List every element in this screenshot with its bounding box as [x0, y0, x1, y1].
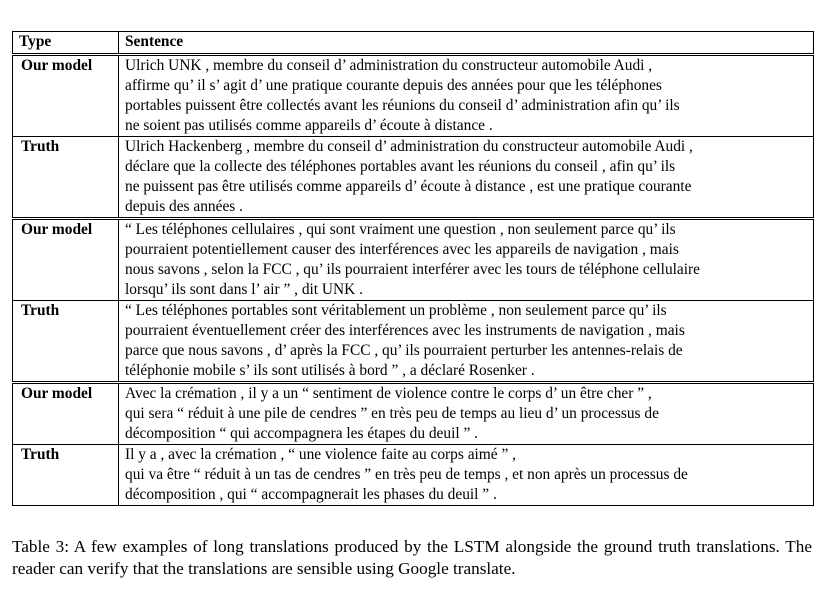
sentence-line: “ Les téléphones cellulaires , qui sont vraiment une question , non seulement parce qu’ ils: [125, 221, 676, 238]
sentence-line: affirme qu’ il s’ agit d’ une pratique courante depuis des années pour que les téléphones: [125, 77, 662, 94]
table-row: [13, 219, 814, 301]
table-row: [13, 301, 814, 383]
row-sentence: [119, 383, 814, 445]
sentence-line: ne puissent pas être utilisés comme appareils d’ écoute à distance , est une pratique courante: [125, 178, 692, 195]
translation-table: [12, 31, 814, 506]
row-sentence: [119, 445, 814, 506]
sentence-line: décomposition , qui “ accompagnerait les phases du deuil ” .: [125, 486, 497, 503]
row-sentence: [119, 219, 814, 301]
row-sentence: [119, 55, 814, 137]
row-sentence: [119, 137, 814, 219]
row-sentence: [119, 301, 814, 383]
table-row: [13, 137, 814, 219]
table-row: [13, 445, 814, 506]
sentence-line: décomposition “ qui accompagnera les étapes du deuil ” .: [125, 425, 479, 442]
example-group: [13, 219, 814, 383]
table-row: [13, 55, 814, 137]
row-type: Truth: [13, 301, 119, 383]
sentence-line: pourraient potentiellement causer des interférences avec les appareils de navigation , mais: [125, 241, 679, 258]
table-row: [13, 383, 814, 445]
header-sentence: Sentence: [119, 32, 814, 55]
sentence-line: Il y a , avec la crémation , “ une violence faite au corps aimé ” ,: [125, 446, 516, 463]
sentence-line: Ulrich Hackenberg , membre du conseil d’ administration du constructeur automobile Audi ,: [125, 138, 693, 155]
sentence-line: téléphonie mobile s’ ils sont utilisés à bord ” , a déclaré Rosenker .: [125, 362, 535, 379]
sentence-line: portables puissent être collectés avant les réunions du conseil d’ administration afin qu’ ils: [125, 97, 680, 114]
sentence-line: lorsqu’ ils sont dans l’ air ” , dit UNK .: [125, 281, 363, 298]
sentence-line: “ Les téléphones portables sont véritablement un problème , non seulement parce qu’ ils: [125, 302, 667, 319]
row-type: Our model: [13, 383, 119, 445]
sentence-line: qui va être “ réduit à un tas de cendres ” en très peu de temps , et non après un processus de: [125, 466, 688, 483]
row-type: Our model: [13, 219, 119, 301]
table-caption: Table 3: A few examples of long translations produced by the LSTM alongside the ground truth translations. The reader can verify that the translations are sensible using Google translate.: [12, 537, 812, 578]
sentence-line: pourraient éventuellement créer des interférences avec les instruments de navigation , mais: [125, 322, 685, 339]
sentence-line: Avec la crémation , il y a un “ sentiment de violence contre le corps d’ un être cher ” ,: [125, 385, 652, 402]
row-type: Truth: [13, 137, 119, 219]
row-type: Truth: [13, 445, 119, 506]
example-group: [13, 383, 814, 506]
sentence-line: ne soient pas utilisés comme appareils d’ écoute à distance .: [125, 117, 493, 134]
row-type: Our model: [13, 55, 119, 137]
sentence-line: depuis des années .: [125, 198, 243, 215]
sentence-line: Ulrich UNK , membre du conseil d’ administration du constructeur automobile Audi ,: [125, 57, 653, 74]
header-type: Type: [13, 32, 119, 55]
sentence-line: nous savons , selon la FCC , qu’ ils pourraient interférer avec les tours de téléphone cellulaire: [125, 261, 700, 278]
sentence-line: déclare que la collecte des téléphones portables avant les réunions du conseil , afin qu’ ils: [125, 158, 676, 175]
example-group: [13, 55, 814, 219]
sentence-line: parce que nous savons , d’ après la FCC , qu’ ils pourraient perturber les antennes-relais de: [125, 342, 683, 359]
header-row: [13, 32, 814, 55]
sentence-line: qui sera “ réduit à une pile de cendres ” en très peu de temps au lieu d’ un processus de: [125, 405, 659, 422]
